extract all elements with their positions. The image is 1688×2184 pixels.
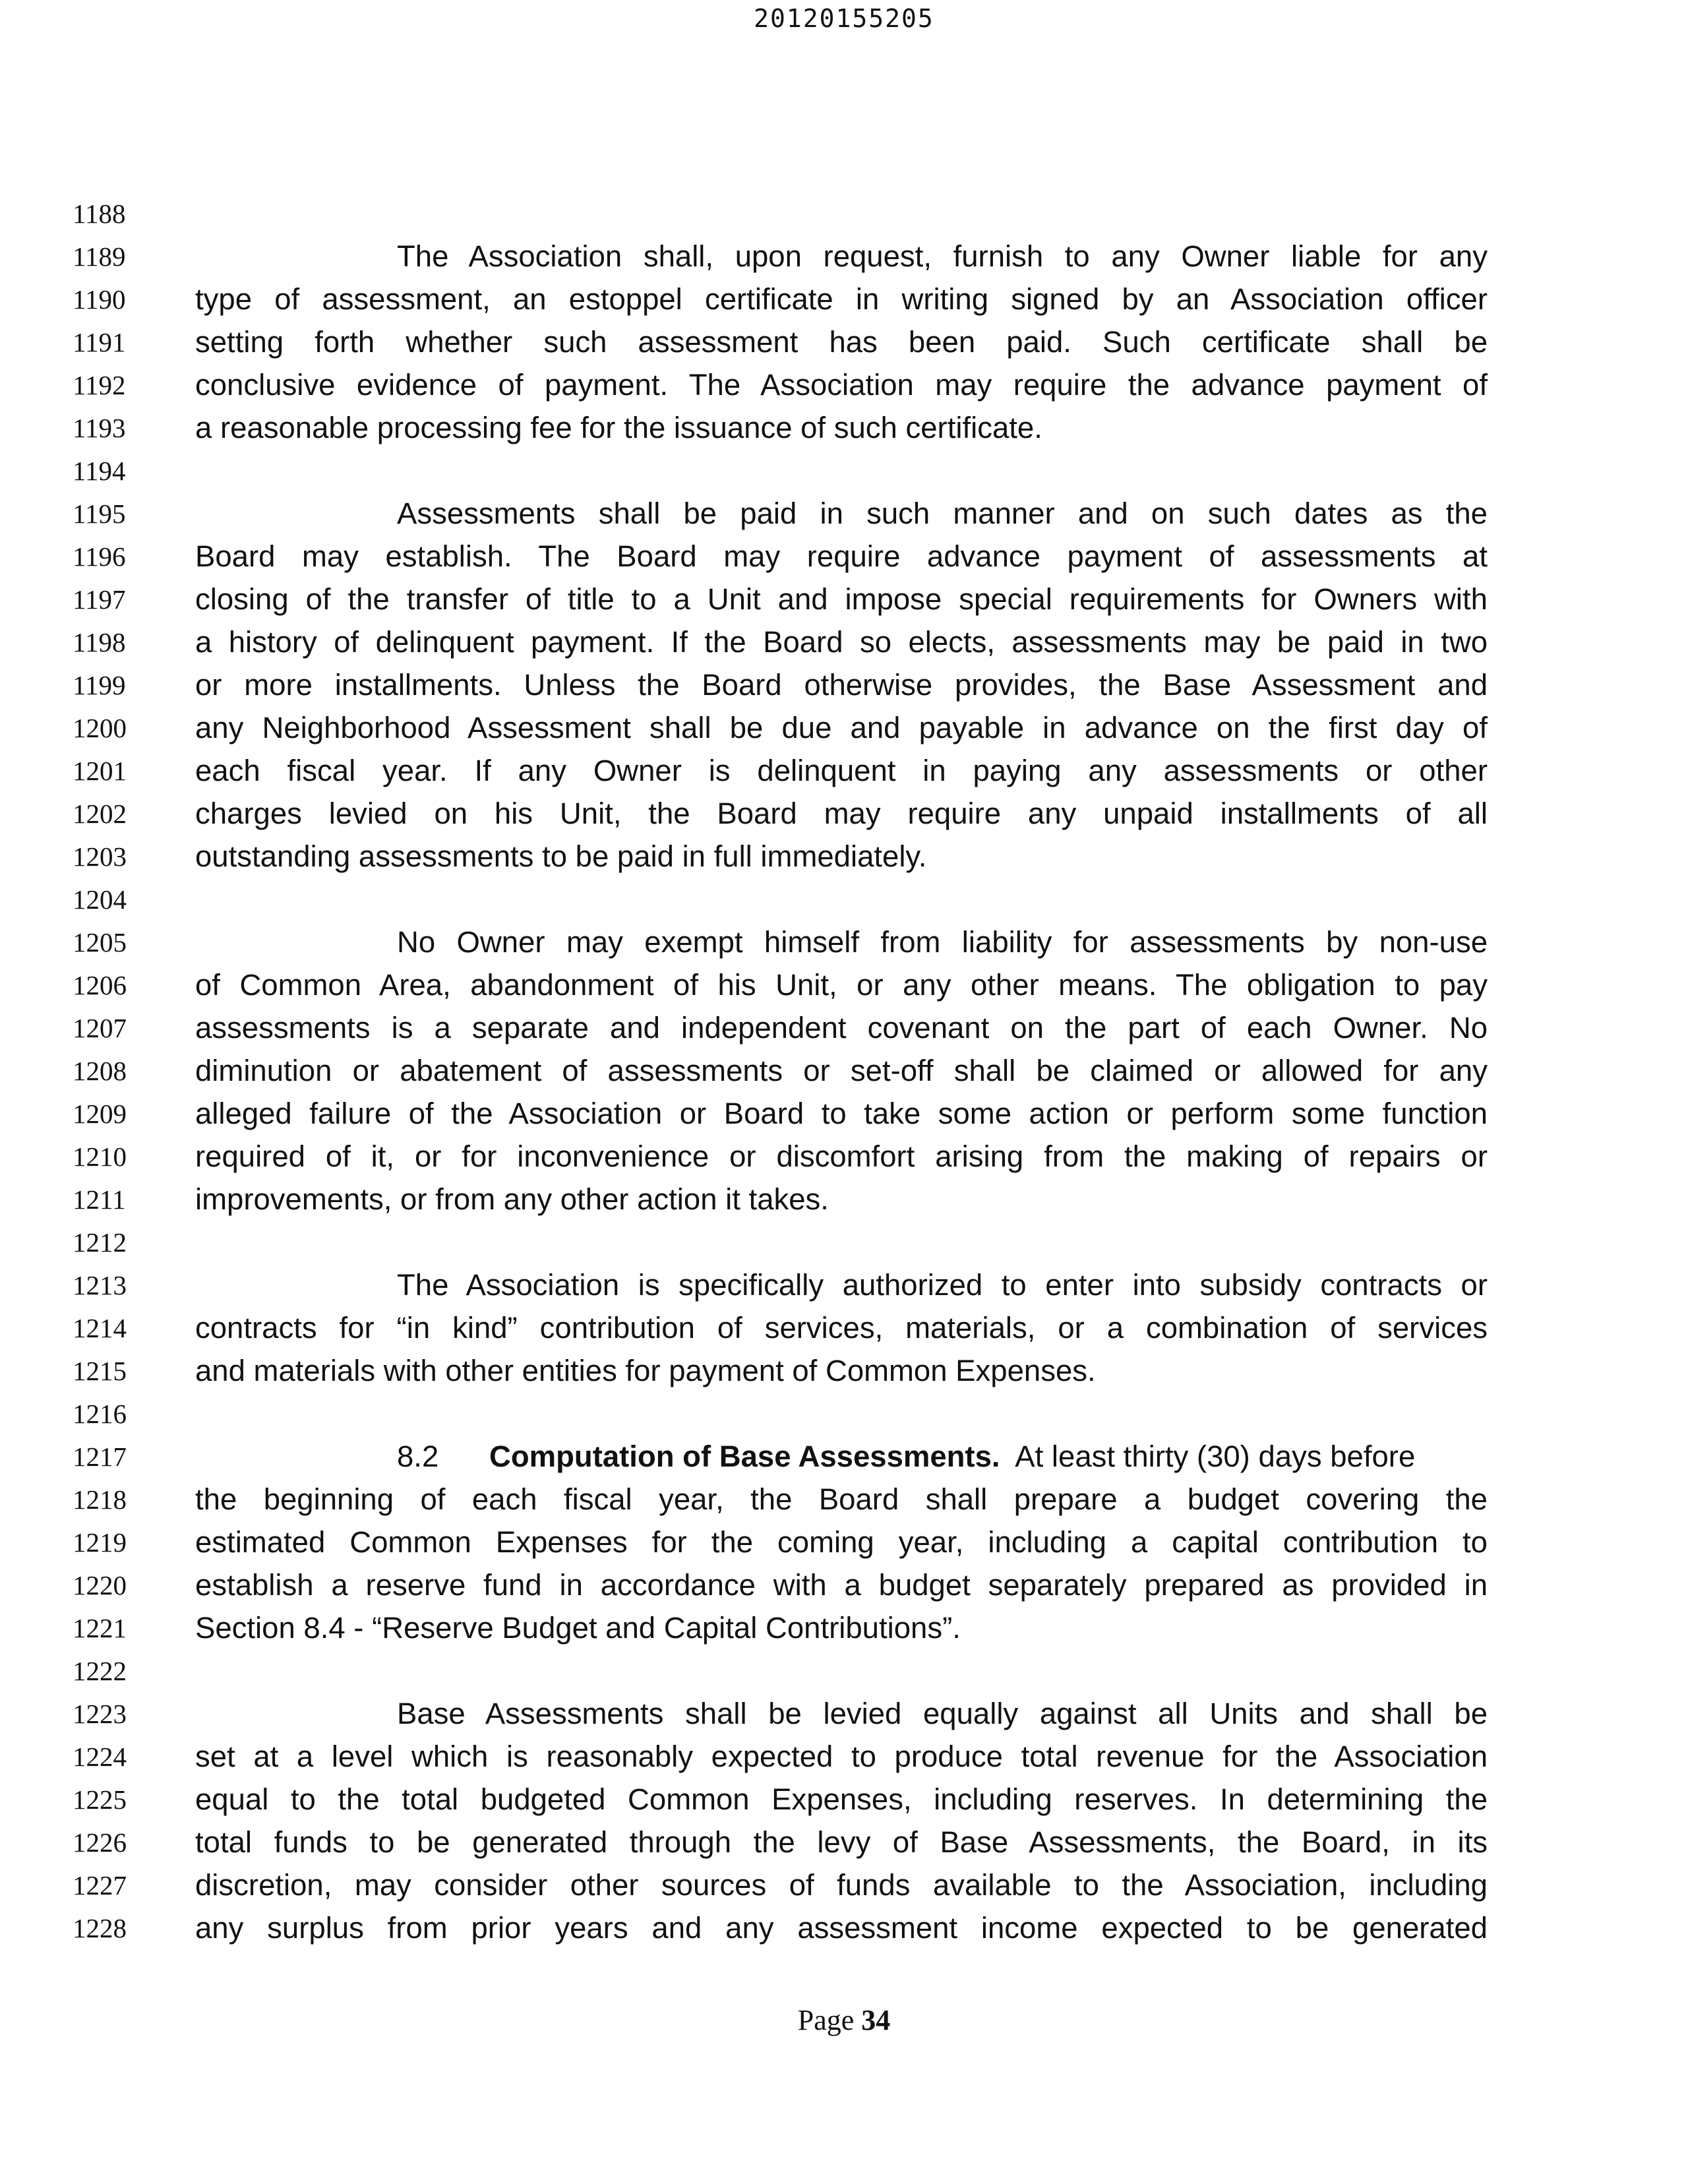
line-text: total funds to be generated through the levy of Base Assessments, the Board, in its [195, 1825, 1488, 1859]
line-1196 [0, 537, 1688, 580]
line-1222 [0, 1651, 1688, 1695]
line-number: 1219 [73, 1527, 127, 1558]
line-number: 1220 [73, 1570, 127, 1600]
line-1190 [0, 280, 1688, 323]
line-number: 1223 [73, 1699, 127, 1729]
line-1199 [0, 665, 1688, 709]
line-number: 1227 [73, 1870, 127, 1900]
line-1207 [0, 1008, 1688, 1052]
line-text: required of it, or for inconvenience or discomfort arising from the making of repairs or [195, 1139, 1488, 1173]
line-1193 [0, 408, 1688, 452]
line-number: 1190 [73, 284, 126, 315]
line-number: 1206 [73, 970, 127, 1000]
line-text: the beginning of each fiscal year, the Board shall prepare a budget covering the [195, 1482, 1488, 1516]
line-1198 [0, 622, 1688, 666]
line-number: 1226 [73, 1827, 127, 1858]
line-number: 1214 [73, 1313, 127, 1343]
line-number: 1194 [73, 456, 126, 486]
line-text: each fiscal year. If any Owner is delinquent in paying any assessments or other [195, 754, 1488, 787]
line-number: 1202 [73, 799, 127, 829]
section-number: 8.2 [397, 1440, 439, 1473]
line-number: 1212 [73, 1227, 127, 1258]
line-1189 [0, 237, 1688, 280]
line-1217 [0, 1437, 1688, 1480]
line-number: 1224 [73, 1742, 127, 1772]
line-text: Base Assessments shall be levied equally against all Units and shall be [397, 1697, 1488, 1730]
line-number: 1213 [73, 1270, 127, 1300]
line-text: or more installments. Unless the Board otherwise provides, the Base Assessment and [195, 668, 1488, 702]
line-1194 [0, 451, 1688, 495]
line-text: charges levied on his Unit, the Board may require any unpaid installments of all [195, 797, 1488, 830]
line-text: type of assessment, an estoppel certificate in writing signed by an Association officer [195, 282, 1488, 316]
line-number: 1216 [73, 1399, 127, 1429]
page-label: Page [797, 2004, 855, 2036]
line-number: 1193 [73, 413, 126, 443]
line-number: 1211 [73, 1184, 126, 1215]
line-1203 [0, 837, 1688, 880]
line-text: improvements, or from any other action it takes. [195, 1182, 829, 1216]
line-1206 [0, 965, 1688, 1009]
line-text: establish a reserve fund in accordance with a budget separately prepared as provided in [195, 1568, 1488, 1602]
line-1197 [0, 580, 1688, 623]
page-number: 34 [861, 2004, 891, 2036]
line-text: No Owner may exempt himself from liability for assessments by non-use [397, 925, 1488, 959]
line-number: 1207 [73, 1013, 127, 1043]
line-1216 [0, 1394, 1688, 1438]
line-text: any Neighborhood Assessment shall be due and payable in advance on the first day of [195, 711, 1488, 744]
line-number: 1199 [73, 670, 126, 700]
line-1221 [0, 1608, 1688, 1652]
line-number: 1192 [73, 370, 126, 400]
line-1191 [0, 322, 1688, 366]
line-1226 [0, 1823, 1688, 1866]
line-number: 1203 [73, 841, 127, 872]
line-text: set at a level which is reasonably expected to produce total revenue for the Association [195, 1740, 1488, 1773]
line-1208 [0, 1051, 1688, 1095]
line-1215 [0, 1351, 1688, 1395]
line-text: of Common Area, abandonment of his Unit, or any other means. The obligation to pay [195, 968, 1488, 1002]
line-1210 [0, 1137, 1688, 1180]
line-text: conclusive evidence of payment. The Association may require the advance payment of [195, 368, 1488, 402]
line-1224 [0, 1737, 1688, 1780]
line-1228 [0, 1908, 1688, 1952]
line-1219 [0, 1523, 1688, 1566]
line-text: outstanding assessments to be paid in full immediately. [195, 839, 927, 873]
line-text: estimated Common Expenses for the coming year, including a capital contribution to [195, 1525, 1488, 1559]
line-1227 [0, 1866, 1688, 1909]
line-text: The Association shall, upon request, furnish to any Owner liable for any [397, 239, 1488, 273]
line-number: 1197 [73, 584, 126, 615]
line-text: assessments is a separate and independent covenant on the part of each Owner. No [195, 1011, 1488, 1045]
section-heading-line [397, 1437, 1488, 1476]
section-title: Computation of Base Assessments. [489, 1440, 1000, 1473]
line-1195 [0, 494, 1688, 537]
line-1192 [0, 365, 1688, 409]
line-1212 [0, 1223, 1688, 1266]
line-number: 1189 [73, 241, 126, 272]
line-1225 [0, 1780, 1688, 1823]
line-text: a history of delinquent payment. If the Board so elects, assessments may be paid in two [195, 625, 1488, 659]
line-1223 [0, 1694, 1688, 1738]
line-1205 [0, 923, 1688, 966]
line-text: and materials with other entities for payment of Common Expenses. [195, 1354, 1096, 1387]
line-1204 [0, 880, 1688, 923]
line-1209 [0, 1094, 1688, 1138]
line-text: Assessments shall be paid in such manner and on such dates as the [397, 497, 1488, 530]
line-1214 [0, 1308, 1688, 1352]
line-text: Section 8.4 - “Reserve Budget and Capital Contributions”. [195, 1611, 961, 1645]
line-1220 [0, 1565, 1688, 1609]
line-text: The Association is specifically authorized to enter into subsidy contracts or [397, 1268, 1488, 1302]
line-text: Board may establish. The Board may require advance payment of assessments at [195, 539, 1488, 573]
line-number: 1188 [73, 198, 126, 229]
line-number: 1204 [73, 884, 127, 915]
line-1213 [0, 1265, 1688, 1309]
section-heading-text: At least thirty (30) days before [1000, 1440, 1416, 1473]
line-number: 1196 [73, 541, 126, 572]
line-number: 1210 [73, 1141, 127, 1172]
line-number: 1201 [73, 756, 127, 786]
line-number: 1195 [73, 499, 126, 529]
line-1201 [0, 751, 1688, 795]
line-number: 1200 [73, 713, 127, 743]
line-number: 1218 [73, 1484, 127, 1515]
line-text: a reasonable processing fee for the issuance of such certificate. [195, 411, 1042, 444]
line-1211 [0, 1180, 1688, 1223]
line-text: setting forth whether such assessment has been paid. Such certificate shall be [195, 325, 1488, 359]
line-number: 1222 [73, 1656, 127, 1686]
line-text: diminution or abatement of assessments or set-off shall be claimed or allowed for any [195, 1054, 1488, 1087]
line-1188 [0, 194, 1688, 237]
line-text: equal to the total budgeted Common Expenses, including reserves. In determining the [195, 1782, 1488, 1816]
line-number: 1205 [73, 927, 127, 957]
line-number: 1215 [73, 1356, 127, 1386]
line-text: contracts for “in kind” contribution of services, materials, or a combination of services [195, 1311, 1488, 1345]
line-number: 1209 [73, 1099, 127, 1129]
page-footer [0, 2002, 1688, 2039]
line-text: any surplus from prior years and any assessment income expected to be generated [195, 1911, 1488, 1945]
line-number: 1198 [73, 627, 126, 657]
line-text: closing of the transfer of title to a Unit and impose special requirements for Owners with [195, 582, 1488, 616]
line-text: alleged failure of the Association or Board to take some action or perform some function [195, 1097, 1488, 1130]
line-1218 [0, 1480, 1688, 1523]
line-number: 1191 [73, 327, 126, 357]
line-number: 1225 [73, 1784, 127, 1815]
line-number: 1217 [73, 1441, 127, 1472]
line-number: 1228 [73, 1913, 127, 1943]
line-text: discretion, may consider other sources of funds available to the Association, including [195, 1868, 1488, 1902]
line-number: 1221 [73, 1613, 127, 1643]
line-1200 [0, 708, 1688, 752]
document-number-header: 20120155205 [754, 4, 934, 33]
line-number: 1208 [73, 1056, 127, 1086]
line-1202 [0, 794, 1688, 837]
